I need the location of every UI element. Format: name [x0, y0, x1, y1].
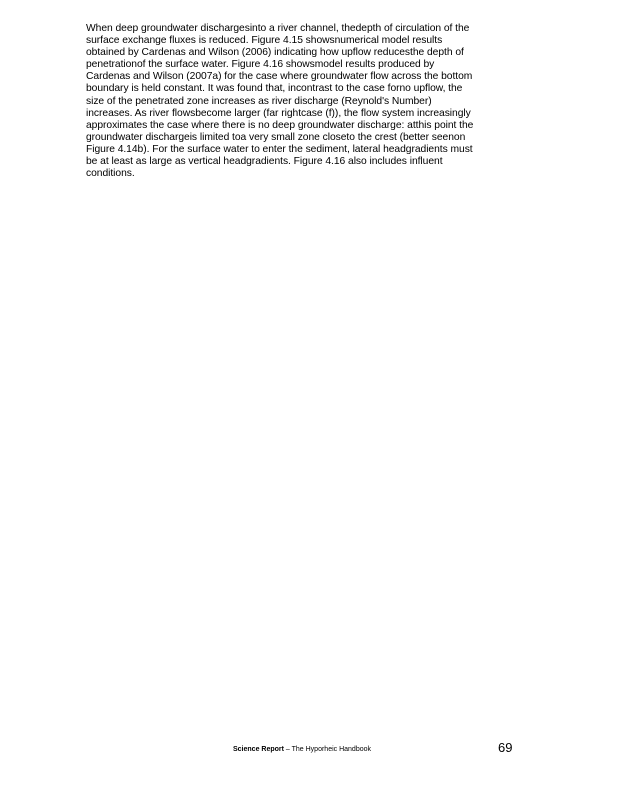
footer-title: The Hyporheic Handbook [291, 746, 372, 753]
footer-separator: – [283, 746, 292, 753]
paragraph-line: increases. As river flowsbecome larger (far rightcase (f)), the flow system increasingly [86, 107, 471, 119]
paragraph-line: size of the penetrated zone increases as river discharge (Reynold's Number) [86, 95, 432, 107]
paragraph-line: Figure 4.14b). For the surface water to enter the sediment, lateral headgradients must [86, 143, 473, 155]
paragraph-line: surface exchange fluxes is reduced. Figure 4.15 showsnumerical model results [86, 35, 443, 47]
page-number: 69 [498, 740, 513, 755]
paragraph-line: be at least as large as vertical headgradients. Figure 4.16 also includes influent [86, 156, 443, 168]
footer-caption [233, 746, 371, 754]
paragraph-line: penetrationof the surface water. Figure 4.16 showsmodel results produced by [86, 59, 435, 71]
page-footer [0, 738, 618, 758]
paragraph-line: Cardenas and Wilson (2007a) for the case where groundwater flow across the bottom [86, 71, 473, 83]
body-paragraph [86, 23, 510, 180]
paragraph-line: boundary is held constant. It was found that, incontrast to the case forno upflow, the [86, 83, 463, 95]
paragraph-line: conditions. [86, 168, 135, 180]
paragraph-line: obtained by Cardenas and Wilson (2006) indicating how upflow reducesthe depth of [86, 47, 464, 59]
paragraph-line: groundwater dischargeis limited toa very small zone closeto the crest (better seenon [86, 131, 466, 143]
paragraph-line: When deep groundwater dischargesinto a river channel, thedepth of circulation of the [86, 23, 470, 34]
paragraph-line: approximates the case where there is no deep groundwater discharge: atthis point the [86, 119, 474, 131]
footer-report-label: Science Report [233, 746, 284, 753]
